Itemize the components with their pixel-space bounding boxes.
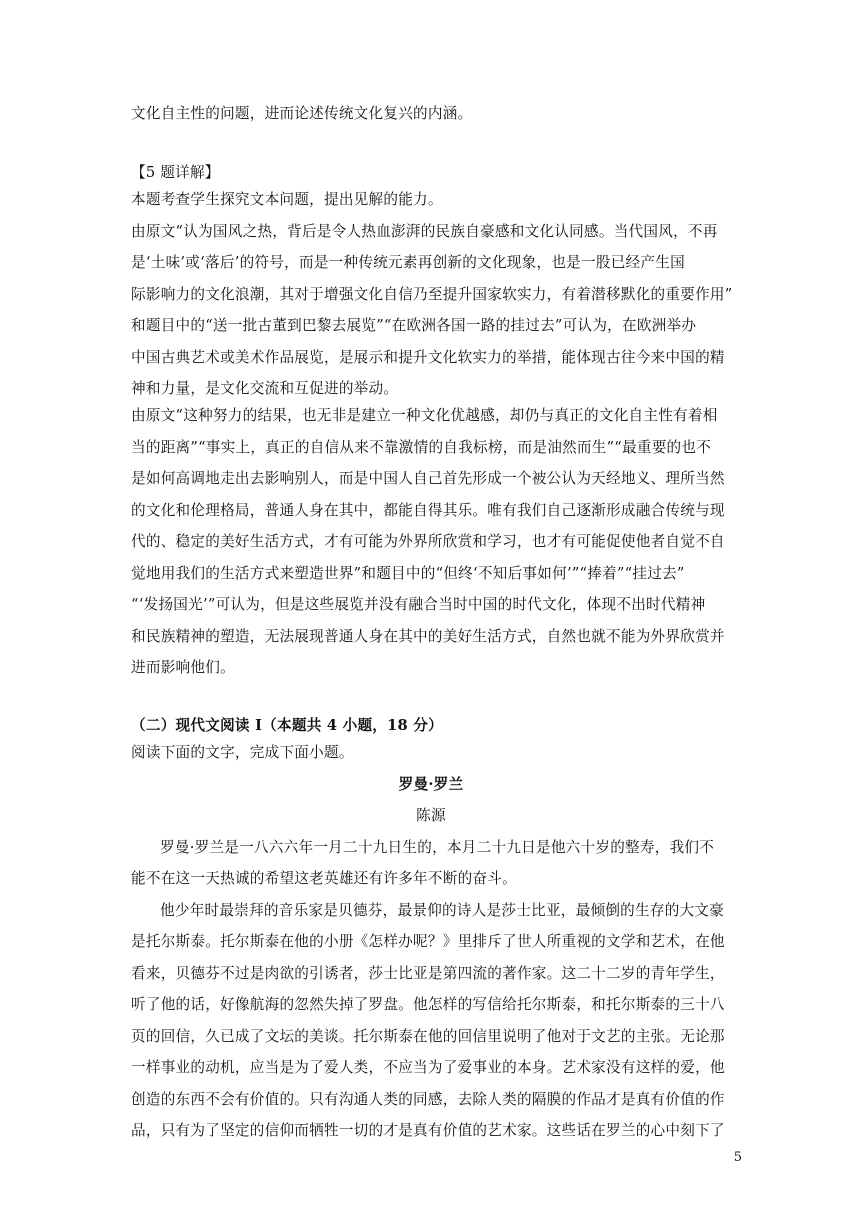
article-author: 陈源 xyxy=(416,807,446,824)
paragraph-start: 他少年时最崇拜的音乐家是贝德芬，最景仰的诗人是莎士比亚，最倾倒的生存的大文豪 xyxy=(160,902,725,919)
text-line: 看来，贝德芬不过是肉欲的引诱者，莎士比亚是第四流的著作家。这二十二岁的青年学生， xyxy=(131,965,725,982)
text-line: 当的距离”“事实上，真正的自信从来不靠激情的自我标榜，而是油然而生”“最重要的也不 xyxy=(131,439,712,456)
text-line: 中国古典艺术或美术作品展览，是展示和提升文化软实力的举措，能体现古往今来中国的精 xyxy=(131,349,725,366)
text-line: 页的回信，久已成了文坛的美谈。托尔斯泰在他的回信里说明了他对于文艺的主张。无论那 xyxy=(131,1028,725,1045)
instruction-line: 阅读下面的文字，完成下面小题。 xyxy=(131,744,354,761)
text-line: 文化自主性的问题，进而论述传统文化复兴的内涵。 xyxy=(131,105,473,122)
text-line: 神和力量，是文化交流和互促进的举动。 xyxy=(131,380,399,397)
text-line: 一样事业的动机，应当是为了爱人类，不应当为了爱事业的本身。艺术家没有这样的爱，他 xyxy=(131,1059,725,1076)
section-heading: （二）现代文阅读 I（本题共 4 小题，18 分） xyxy=(131,717,443,734)
text-line: 创造的东西不会有价值的。只有沟通人类的同感，去除人类的隔膜的作品才是真有价值的作 xyxy=(131,1091,725,1108)
answer-heading: 【5 题详解】 xyxy=(131,164,220,181)
text-line: 由原文“这种努力的结果，也无非是建立一种文化优越感，却仍与真正的文化自主性有着相 xyxy=(131,407,718,424)
text-line: 本题考查学生探究文本问题，提出见解的能力。 xyxy=(131,191,443,208)
article-title: 罗曼·罗兰 xyxy=(398,776,464,793)
text-line: 和题目中的“送一批古董到巴黎去展览”“在欧洲各国一路的挂过去”可认为，在欧洲举办 xyxy=(131,317,697,334)
text-line: 听了他的话，好像航海的忽然失掉了罗盘。他怎样的写信给托尔斯泰，和托尔斯泰的三十八 xyxy=(131,996,725,1013)
text-line: 代的、稳定的美好生活方式，才有可能为外界所欣赏和学习，也才有可能促使他者自觉不自 xyxy=(131,533,725,550)
paragraph-start: 罗曼·罗兰是一八六六年一月二十九日生的，本月二十九日是他六十岁的整寿，我们不 xyxy=(160,839,715,856)
text-line: 进而影响他们。 xyxy=(131,659,235,676)
text-line: 和民族精神的塑造，无法展现普通人身在其中的美好生活方式，自然也就不能为外界欣赏并 xyxy=(131,628,725,645)
text-line: 能不在这一天热诚的希望这老英雄还有许多年不断的奋斗。 xyxy=(131,870,517,887)
text-line: 是‘土味’或‘落后’的符号，而是一种传统元素再创新的文化现象，也是一股已经产生国 xyxy=(131,254,685,271)
text-line: 的文化和伦理格局，普通人身在其中，都能自得其乐。唯有我们自己逐渐形成融合传统与现 xyxy=(131,502,725,519)
page-number: 5 xyxy=(733,1150,742,1165)
text-line: 是托尔斯泰。托尔斯泰在他的小册《怎样办呢？》里排斥了世人所重视的文学和艺术，在他 xyxy=(131,933,725,950)
text-line: 觉地用我们的生活方式来塑造世界”和题目中的“但终‘不知后事如何’”“捧着”“挂过去” xyxy=(131,565,685,582)
text-line: 品，只有为了坚定的信仰而牺牲一切的才是真有价值的艺术家。这些话在罗兰的心中刻下了 xyxy=(131,1122,725,1139)
text-line: “‘发扬国光’”可认为，但是这些展览并没有融合当时中国的时代文化，体现不出时代精神 xyxy=(131,596,706,613)
text-line: 由原文“认为国风之热，背后是令人热血澎湃的民族自豪感和文化认同感。当代国风，不再 xyxy=(131,223,718,240)
text-line: 是如何高调地走出去影响别人，而是中国人自己首先形成一个被公认为天经地义、理所当然 xyxy=(131,470,725,487)
text-line: 际影响力的文化浪潮，其对于增强文化自信乃至提升国家软实力，有着潜移默化的重要作用” xyxy=(131,286,733,303)
